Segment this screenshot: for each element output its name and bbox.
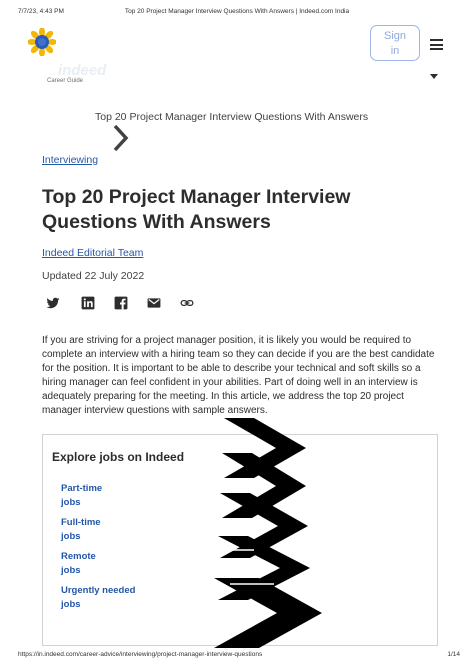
sunflower-logo-icon[interactable] xyxy=(28,28,56,56)
job-link-urgently-needed[interactable] xyxy=(61,584,141,612)
chevron-stack-artifact xyxy=(214,418,324,648)
sign-in-label-line2: in xyxy=(390,45,400,57)
print-datetime: 7/7/23, 4:43 PM xyxy=(18,8,64,15)
job-link-label: jobs xyxy=(61,497,81,508)
explore-jobs-title: Explore jobs on Indeed xyxy=(52,450,185,464)
author-link[interactable]: Indeed Editorial Team xyxy=(42,247,144,259)
hamburger-menu-icon[interactable] xyxy=(430,39,443,53)
print-page-number: 1/14 xyxy=(447,651,460,658)
page-title: Top 20 Project Manager Interview Questions With Answers xyxy=(42,186,351,233)
chevron-right-icon xyxy=(112,124,130,152)
brand-wordmark: indeed xyxy=(58,62,107,79)
job-link-label: jobs xyxy=(61,599,81,610)
print-url[interactable]: https://in.indeed.com/career-advice/interviewing/project-manager-interview-questions xyxy=(18,651,263,658)
job-link-label: Urgently needed xyxy=(61,585,136,596)
job-link-remote[interactable] xyxy=(61,550,141,578)
sign-in-label-line1: Sign xyxy=(383,30,407,42)
print-page-title: Top 20 Project Manager Interview Questions With Answers | Indeed.com India xyxy=(124,8,350,15)
breadcrumb[interactable]: Top 20 Project Manager Interview Questions With Answers xyxy=(95,111,369,123)
intro-paragraph: If you are striving for a project manager position, it is likely you would be required to complete an interview with a hiring team so they can decide if you are the best candidate for the position. It is important to be able to describe your technical and soft skills so a hiring manager can feel confident in your abilities. Part of doing well in an interview is adequately preparing for the meeting. In this article, we address the top 20 project manager interview questions with sample answers. xyxy=(42,335,435,416)
link-icon[interactable] xyxy=(180,296,194,310)
job-link-label: jobs xyxy=(61,565,81,576)
caret-down-icon[interactable] xyxy=(430,74,438,79)
updated-date: Updated 22 July 2022 xyxy=(42,270,145,282)
job-link-label: Remote xyxy=(61,551,96,562)
job-link-label: Full-time xyxy=(61,517,101,528)
sign-in-button[interactable] xyxy=(370,25,420,61)
linkedin-icon[interactable] xyxy=(81,296,95,310)
facebook-icon[interactable] xyxy=(114,296,128,310)
job-link-label: Part-time xyxy=(61,483,103,494)
job-link-label: jobs xyxy=(61,531,81,542)
twitter-icon[interactable] xyxy=(46,296,60,310)
job-link-full-time[interactable] xyxy=(61,516,141,544)
job-link-part-time[interactable] xyxy=(61,482,141,510)
email-icon[interactable] xyxy=(147,296,161,310)
category-link[interactable]: Interviewing xyxy=(42,154,99,166)
career-guide-label[interactable]: Career Guide xyxy=(47,78,84,84)
